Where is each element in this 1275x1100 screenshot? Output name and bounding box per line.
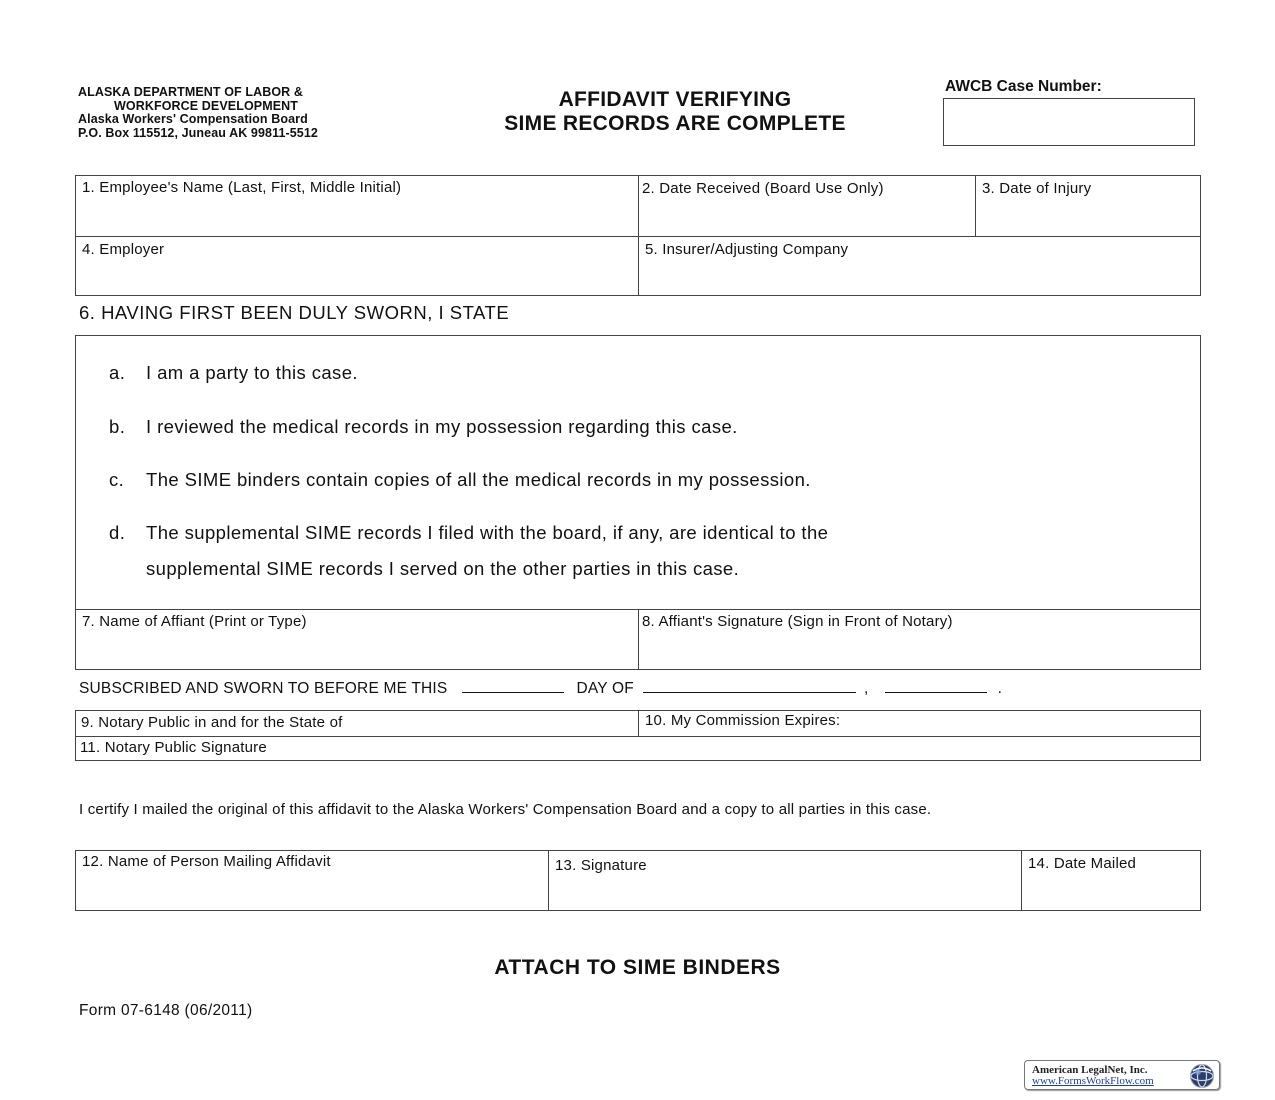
month-blank[interactable] (643, 681, 856, 693)
year-blank[interactable] (885, 681, 987, 693)
form-title-line-1: AFFIDAVIT VERIFYING (558, 88, 792, 111)
day-blank[interactable] (462, 681, 564, 693)
mailing-table (75, 850, 1201, 911)
affiant-name-field[interactable] (76, 609, 638, 669)
comma-text: , (864, 680, 869, 697)
agency-line-1: ALASKA DEPARTMENT OF LABOR & (78, 85, 304, 99)
date-received-field[interactable] (638, 176, 975, 236)
affiant-signature-field[interactable] (638, 609, 1201, 669)
attach-instruction (0, 956, 1275, 980)
date-mailed-label: 14. Date Mailed (1028, 855, 1137, 872)
sworn-statements: a. I am a party to this case. b. I reviewed the medical records in my possession regarding this case. c. The SIME binders contain copies of all the medical records in my possession. d. The supplemental SIME records I filed with the board, if any, are identical to the supplemental SIME records I served on the other parties in this case. (75, 335, 1201, 610)
date-of-injury-label: 3. Date of Injury (982, 180, 1092, 197)
employer-label: 4. Employer (82, 241, 165, 258)
commission-expires-label: 10. My Commission Expires: (645, 712, 841, 729)
commission-expires-field[interactable] (638, 711, 1201, 736)
insurer-label: 5. Insurer/Adjusting Company (645, 241, 849, 258)
case-number-field[interactable] (943, 98, 1195, 146)
logo-website-link[interactable]: www.FormsWorkFlow.com (1032, 1075, 1154, 1087)
employee-info-table (75, 175, 1201, 296)
sworn-heading: 6. HAVING FIRST BEEN DULY SWORN, I STATE (79, 302, 510, 323)
mailer-name-label: 12. Name of Person Mailing Affidavit (82, 853, 331, 870)
notary-table (75, 710, 1201, 761)
notary-state-label: 9. Notary Public in and for the State of (81, 714, 343, 731)
notary-state-field[interactable] (76, 711, 638, 736)
agency-line-3: Alaska Workers' Compensation Board (78, 112, 308, 126)
mailing-certification: I certify I mailed the original of this affidavit to the Alaska Workers' Compensation Board and a copy to all parties in this case. (79, 801, 932, 818)
form-title-line-2: SIME RECORDS ARE COMPLETE (504, 112, 846, 135)
date-mailed-field[interactable] (1021, 851, 1201, 911)
employer-field[interactable] (76, 236, 638, 296)
employee-name-label: 1. Employee's Name (Last, First, Middle Initial) (82, 179, 402, 196)
agency-line-2: WORKFORCE DEVELOPMENT (114, 98, 299, 113)
affiant-signature-label: 8. Affiant's Signature (Sign in Front of Notary) (642, 613, 953, 630)
attach-text: ATTACH TO SIME BINDERS (494, 956, 781, 979)
signature-label: 13. Signature (555, 857, 647, 874)
employee-name-field[interactable] (76, 176, 638, 236)
agency-line-4: P.O. Box 115512, Juneau AK 99811-5512 (78, 125, 318, 140)
insurer-field[interactable] (638, 236, 1201, 296)
case-number-label: AWCB Case Number: (945, 78, 1102, 95)
period-text: . (997, 680, 1003, 697)
subscribed-line (79, 680, 1002, 698)
subscribed-text: SUBSCRIBED AND SWORN TO BEFORE ME THIS (79, 680, 448, 697)
form-number: Form 07-6148 (06/2011) (79, 1002, 253, 1019)
affiant-name-label: 7. Name of Affiant (Print or Type) (82, 613, 307, 630)
logo-company-name: American LegalNet, Inc. (1032, 1064, 1148, 1076)
form-title (430, 88, 920, 136)
date-received-label: 2. Date Received (Board Use Only) (642, 180, 884, 197)
globe-icon (1189, 1063, 1215, 1089)
mailer-name-field[interactable] (76, 851, 548, 911)
american-legalnet-logo[interactable] (1024, 1060, 1220, 1090)
notary-signature-field[interactable] (76, 736, 1201, 761)
date-of-injury-field[interactable] (975, 176, 1201, 236)
signature-field[interactable] (548, 851, 1021, 911)
notary-signature-label: 11. Notary Public Signature (80, 739, 267, 756)
agency-header (78, 86, 318, 140)
day-of-text: DAY OF (576, 680, 634, 697)
affiant-table (75, 609, 1201, 670)
